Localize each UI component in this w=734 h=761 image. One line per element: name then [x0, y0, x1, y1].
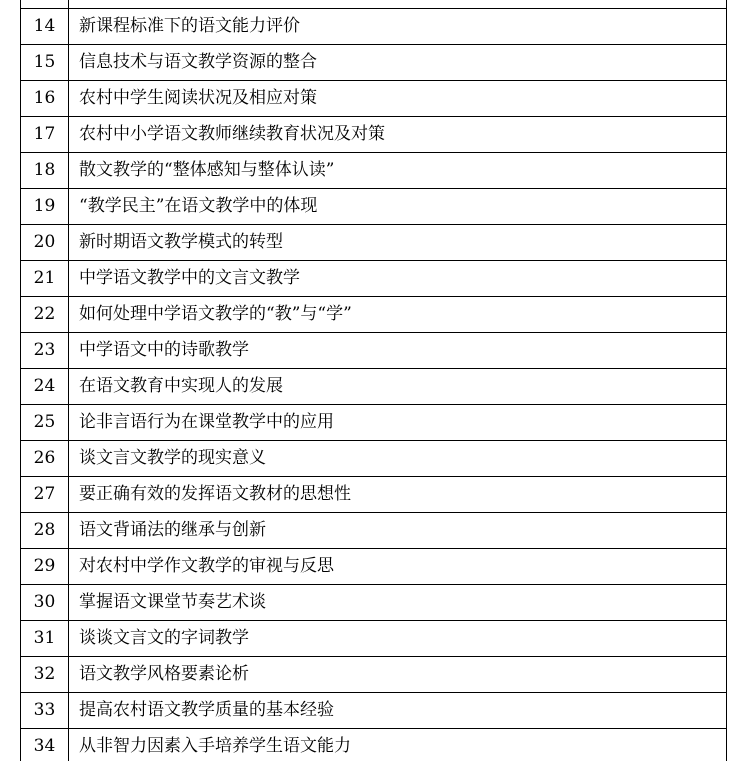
row-title: 提高农村语文教学质量的基本经验	[69, 693, 727, 729]
row-number: 15	[21, 45, 69, 81]
row-title: 掌握语文课堂节奏艺术谈	[69, 585, 727, 621]
row-title: 散文教学的“整体感知与整体认读”	[69, 153, 727, 189]
table-row	[21, 729, 727, 761]
row-number: 18	[21, 153, 69, 189]
row-title: 谈文言文教学的现实意义	[69, 441, 727, 477]
row-number: 19	[21, 189, 69, 225]
row-title: 中学语文教学中的文言文教学	[69, 261, 727, 297]
table-row	[21, 297, 727, 333]
row-title: 谈谈文言文的字词教学	[69, 621, 727, 657]
row-title: “教学民主”在语文教学中的体现	[69, 189, 727, 225]
table-row	[21, 585, 727, 621]
topic-table	[20, 0, 727, 761]
row-number: 14	[21, 9, 69, 45]
table-row	[21, 81, 727, 117]
table-row	[21, 333, 727, 369]
table-row	[21, 693, 727, 729]
row-number: 21	[21, 261, 69, 297]
row-title: 中学语文中的诗歌教学	[69, 333, 727, 369]
row-number: 33	[21, 693, 69, 729]
table-row	[21, 153, 727, 189]
row-number: 31	[21, 621, 69, 657]
table-row	[21, 189, 727, 225]
row-title: 农村中学生阅读状况及相应对策	[69, 81, 727, 117]
row-number: 25	[21, 405, 69, 441]
row-number: 27	[21, 477, 69, 513]
row-title	[69, 0, 727, 9]
row-number: 20	[21, 225, 69, 261]
row-title: 对农村中学作文教学的审视与反思	[69, 549, 727, 585]
row-title: 从非智力因素入手培养学生语文能力	[69, 729, 727, 761]
row-number	[21, 0, 69, 9]
topic-table-body	[21, 0, 727, 761]
table-row	[21, 9, 727, 45]
row-title: 要正确有效的发挥语文教材的思想性	[69, 477, 727, 513]
table-row	[21, 0, 727, 9]
table-row	[21, 441, 727, 477]
row-number: 24	[21, 369, 69, 405]
table-row	[21, 261, 727, 297]
table-row	[21, 225, 727, 261]
row-number: 34	[21, 729, 69, 761]
row-title: 语文教学风格要素论析	[69, 657, 727, 693]
row-title: 农村中小学语文教师继续教育状况及对策	[69, 117, 727, 153]
row-title: 语文背诵法的继承与创新	[69, 513, 727, 549]
table-row	[21, 117, 727, 153]
row-title: 信息技术与语文教学资源的整合	[69, 45, 727, 81]
row-title: 在语文教育中实现人的发展	[69, 369, 727, 405]
row-number: 29	[21, 549, 69, 585]
table-row	[21, 405, 727, 441]
row-title: 新时期语文教学模式的转型	[69, 225, 727, 261]
table-row	[21, 45, 727, 81]
table-row	[21, 549, 727, 585]
row-number: 30	[21, 585, 69, 621]
row-number: 16	[21, 81, 69, 117]
table-row	[21, 477, 727, 513]
row-title: 如何处理中学语文教学的“教”与“学”	[69, 297, 727, 333]
row-title: 论非言语行为在课堂教学中的应用	[69, 405, 727, 441]
table-row	[21, 369, 727, 405]
row-number: 23	[21, 333, 69, 369]
row-number: 32	[21, 657, 69, 693]
table-row	[21, 513, 727, 549]
row-number: 17	[21, 117, 69, 153]
row-number: 26	[21, 441, 69, 477]
table-row	[21, 621, 727, 657]
row-number: 28	[21, 513, 69, 549]
table-row	[21, 657, 727, 693]
row-number: 22	[21, 297, 69, 333]
row-title: 新课程标准下的语文能力评价	[69, 9, 727, 45]
